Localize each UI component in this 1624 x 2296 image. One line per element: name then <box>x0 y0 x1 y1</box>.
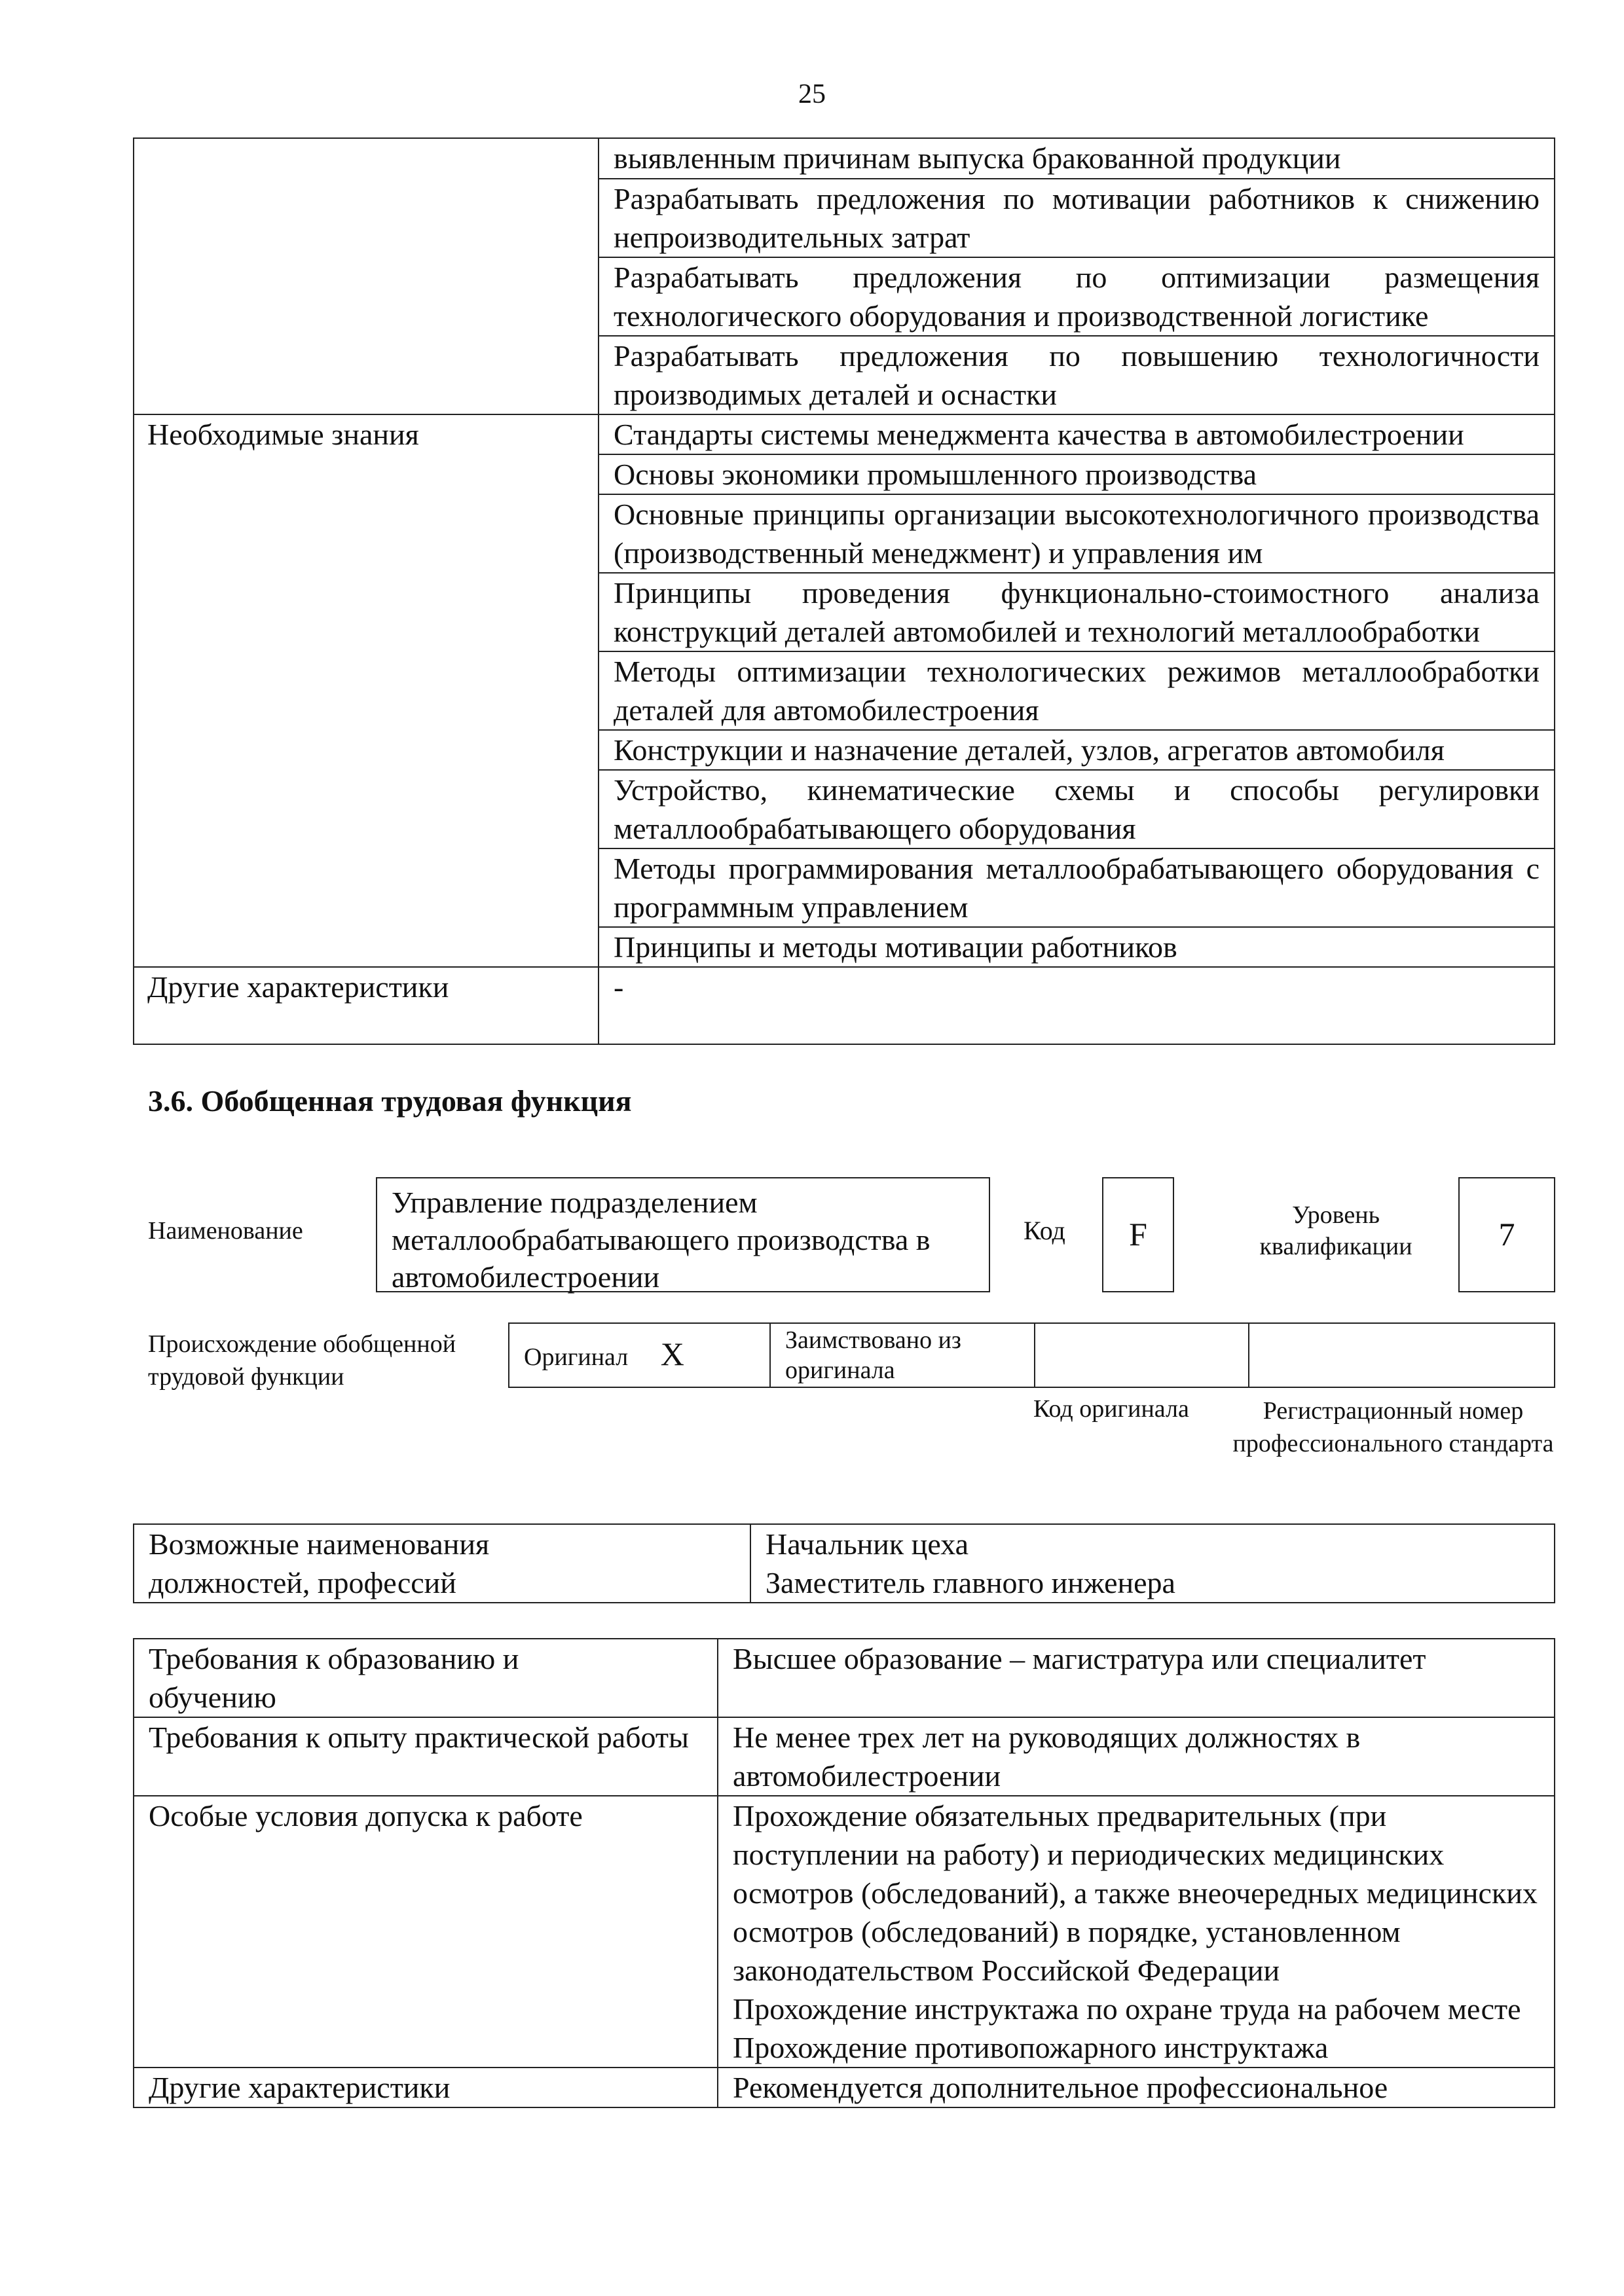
knowledge-row: Основы экономики промышленного производства <box>599 454 1555 494</box>
section-title: 3.6. Обобщенная трудовая функция <box>148 1084 632 1118</box>
skill-row: Разрабатывать предложения по повышению технологичности производимых деталей и оснастки <box>599 336 1555 414</box>
skill-row: Разрабатывать предложения по мотивации работников к снижению непроизводительных затрат <box>599 179 1555 257</box>
requirement-value: Высшее образование – магистратура или специалитет <box>718 1639 1555 1717</box>
reg-number-caption: Регистрационный номер профессионального стандарта <box>1232 1397 1554 1457</box>
knowledge-row: Основные принципы организации высокотехнологичного производства (производственный менеджмент) и управления им <box>599 494 1555 573</box>
original-label: Оригинал <box>524 1343 629 1371</box>
code-value: F <box>1102 1177 1174 1292</box>
positions-table <box>133 1523 1555 1603</box>
skill-row: Разрабатывать предложения по оптимизации размещения технологического оборудования и производственной логистике <box>599 257 1555 336</box>
page-number: 25 <box>798 79 826 109</box>
level-value: 7 <box>1458 1177 1555 1292</box>
knowledge-row: Устройство, кинематические схемы и способы регулировки металлообрабатывающего оборудования <box>599 770 1555 848</box>
positions-values <box>750 1524 1555 1603</box>
code-original-caption: Код оригинала <box>1033 1395 1189 1423</box>
knowledge-row: Методы оптимизации технологических режимов металлообработки деталей для автомобилестроения <box>599 651 1555 730</box>
borrowed-label: Заимствовано из оригинала <box>770 1323 1035 1387</box>
knowledge-row: Конструкции и назначение деталей, узлов, агрегатов автомобиля <box>599 730 1555 770</box>
level-label: Уровень квалификации <box>1259 1201 1412 1260</box>
requirement-label: Требования к опыту практической работы <box>134 1717 718 1796</box>
code-label: Код <box>1024 1216 1065 1245</box>
skills-knowledge-table <box>133 137 1555 1045</box>
knowledge-row: Принципы проведения функционально-стоимостного анализа конструкций деталей автомобилей и технологий металлообработки <box>599 573 1555 651</box>
other-characteristics-value: - <box>599 967 1555 1044</box>
knowledge-row: Методы программирования металлообрабатывающего оборудования с программным управлением <box>599 848 1555 927</box>
code-original-cell <box>1035 1323 1249 1387</box>
original-mark: X <box>660 1335 684 1372</box>
knowledge-row: Принципы и методы мотивации работников <box>599 927 1555 967</box>
requirement-label: Требования к образованию и обучению <box>134 1639 718 1717</box>
other-characteristics-label: Другие характеристики <box>134 967 599 1044</box>
requirements-table <box>133 1638 1555 2108</box>
function-name-box: Управление подразделением металлообрабатывающего производства в автомобилестроении <box>376 1177 990 1292</box>
requirement-value: Прохождение обязательных предварительных (при поступлении на работу) и периодических медицинских осмотров (обследований), а также внеочередных медицинских осмотров (обследований) в порядке, установленном законодательством Российской Федерации Прохождение инструктажа по охране труда на рабочем месте Прохождение противопожарного инструктажа <box>718 1796 1555 2068</box>
position-item: Начальник цеха <box>766 1527 969 1561</box>
requirement-value: Рекомендуется дополнительное профессиональное <box>718 2068 1555 2107</box>
origin-table <box>508 1322 1555 1388</box>
knowledge-row: Стандарты системы менеджмента качества в автомобилестроении <box>599 414 1555 454</box>
name-label: Наименование <box>148 1217 303 1245</box>
original-cell <box>509 1323 770 1387</box>
positions-label: Возможные наименования должностей, профессий <box>134 1524 750 1603</box>
requirement-label: Особые условия допуска к работе <box>134 1796 718 2068</box>
origin-label: Происхождение обобщенной трудовой функции <box>148 1330 456 1391</box>
position-item: Заместитель главного инженера <box>766 1566 1175 1599</box>
reg-number-cell <box>1249 1323 1555 1387</box>
skills-label-cell <box>134 138 599 414</box>
requirement-label: Другие характеристики <box>134 2068 718 2107</box>
requirement-value: Не менее трех лет на руководящих должностях в автомобилестроении <box>718 1717 1555 1796</box>
knowledge-label: Необходимые знания <box>134 414 599 967</box>
skill-row: выявленным причинам выпуска бракованной продукции <box>599 138 1555 179</box>
